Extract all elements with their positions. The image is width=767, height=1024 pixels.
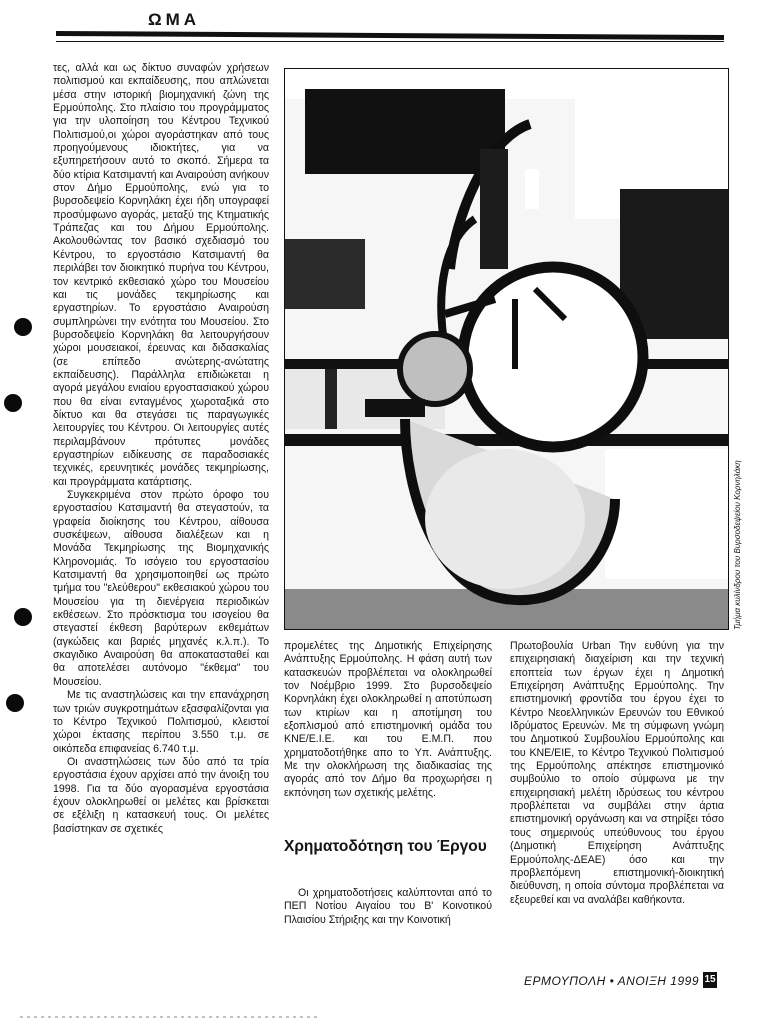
photo-caption-text: Τμήμα κυλίνδρου του Βυρσοδεψείου Κορνηλάκη (733, 460, 742, 630)
paragraph: προμελέτες της Δημοτικής Επιχείρησης Ανάπτυξης Ερμούπολης. Η φάση αυτή των κατασκευών προβλέπεται να ολοκληρωθεί τον Νοέμβριο 1999. Στο βυρσοδεψείο Κορνηλάκη έχει ολοκληρωθεί η αποτύπωση των κτιρίων και η αποτίμηση του εξοπλισμού από επιστημονική ομάδα του ΚΝΕ/Ε.Ι.Ε. και του Ε.Μ.Π. που χρηματοδοτήθηκε απο το Υπ. Ανάπτυξης. Με την ολοκλήρωση της διαδικασίας της αγοράς από τον Δήμο θα προχωρήσει η εκπόνηση των σχετικής μελέτης. (284, 640, 492, 799)
paragraph: Οι αναστηλώσεις των δύο από τα τρία εργοστάσια έχουν αρχίσει από την άνοιξη του 1998. Για τα δύο αγορασμένα εργοστάσια έχουν ολοκληρωθεί οι μελέτες και βρίσκεται σε εξέλιξη η κατασκευή τους. Οι μελέτες βασίστηκαν σε σχετικές (53, 755, 269, 835)
photo-illustration (285, 69, 728, 629)
article-column-1 (53, 62, 269, 836)
paragraph: Πρωτοβουλία Urban Την ευθύνη για την επιχειρησιακή διαχείριση και την τεχνική εποπτεία των έργων έχει η Δημοτική Επιχείρηση Ανάπτυξης Ερμούπολης. Την επιστημονική φροντίδα του έργου έχει το Κέντρο Νεοελληνικών Ερευνών του Εθνικού Ιδρύματος Ερευνών. Με τη σύμφωνη γνώμη του Δημοτικού Συμβουλίου Ερμούπολης και του ΚΝΕ/ΕΙΕ, το Κέντρο Τεχνικού Πολιτισμού της Ερμούπολης απέκτησε επιστημονικό συμβούλιο το οποίο σύμφωνα με την επιχειρησιακή μελέτη ιδρύσεως του κέντρου προβλέπεται να συμβάλει στην άρτια επιστημονική οργάνωση και να στηρίξει τόσο τους σημερινούς υπεύθυνους του έργου (Δημοτική Επιχείρηση Ανάπτυξης Ερμούπολης-ΔΕΑΕ) όσο και την προβλεπόμενη επιστημονική-διοικητική διεύθυνση, η οποία σύντομα προβλέπεται να εξευρεθεί και να αναλάβει καθήκοντα. (510, 640, 724, 906)
binder-hole (14, 318, 32, 336)
article-column-2 (284, 640, 492, 927)
paragraph: Οι χρηματοδοτήσεις καλύπτονται από το ΠΕΠ Νοτίου Αιγαίου του Β' Κοινοτικού Πλαισίου Στήριξης και την Κοινοτική (284, 887, 492, 926)
article-column-3 (510, 640, 724, 907)
header-rule-thin (56, 41, 724, 42)
paragraph: τες, αλλά και ως δίκτυο συναφών χρήσεων πολιτισμού και εκπαίδευσης, που απλώνεται μέσα στην ιστορική βιομηχανική ζώνη της Ερμούπολης. Στο πλαίσιο του προγράμματος για την υλοποίηση του Κέντρου Τεχνικού Πολιτισμού,οι χώροι αγοράστηκαν από τους προηγούμενους ιδιοκτήτες, για να εξυπηρετήσουν αυτό το σκοπό. Σήμερα τα δύο κτίρια Κατσιμαντή και Αναιρούση ανήκουν στον Δήμο Ερμούπολης, ενώ για το βυρσοδεψείο Κορνηλάκη έχει ήδη υπογραφεί προσύμφωνο αγοράς, μεταξύ της Κτηματικής Τράπεζας και του Δήμου Ερμούπολης. Ακολουθώντας τον βασικό σχεδιασμό του Κέντρου, το εργοστάσιο Κατσιμαντή θα περιλάβει τον διοικητικό πυρήνα του Κέντρου, τον κεντρικό εκθεσιακό χώρο του Μουσείου και τις μονάδες τεκμηρίωσης και εργαστηρίων. Το εργοστάσιο Αναιρούση συμπληρώνει την ενότητα του Μουσείου. Στο βυρσοδεψείο Κορνηλάκη θα λειτουργήσουν χώροι μουσειακοί, έρευνας και διδασκαλίας (σε επίπεδο ανώτερης-ανώτατης εκπαίδευσης). Παράλληλα επιδιώκεται η αγορά μεγάλου ενιαίου εργοστασιακού χώρου που θα είναι ενταγμένος χωροταξικά στο δίκτυο και θα στεγάσει τις παραγωγικές λειτουργίες του Κέντρου. Οι λειτουργίες αυτές περιλαμβάνουν πρότυπες μονάδες εργαστηρίων ειδίκευσης σε παραδοσιακές τεχνικές, ερευνητικές μονάδες τεκμηρίωσης, και προγράμματα κατάρτισης. (53, 62, 269, 488)
binder-hole (4, 394, 22, 412)
section-header: ΩΜΑ (148, 10, 201, 29)
section-heading: Χρηματοδότηση του Έργου (284, 838, 487, 856)
scan-artifact (20, 1016, 320, 1018)
header-rule-thick (56, 31, 724, 40)
photo-caption (733, 330, 745, 630)
binder-hole (6, 694, 24, 712)
cylinder-photo (284, 68, 729, 630)
page-number: 15 (703, 972, 717, 988)
binder-hole (14, 608, 32, 626)
footer-publication-title: ΕΡΜΟΥΠΟΛΗ • ΑΝΟΙΞΗ 1999 (524, 974, 699, 988)
paragraph: Με τις αναστηλώσεις και την επανάχρηση των τριών συγκροτημάτων εξασφαλίζονται για το Κέντρο Τεχνικού Πολιτισμού, κλειστοί χώροι έκτασης περίπου 3.550 τ.μ. σε οικόπεδα επιφανείας 6.740 τ.μ. (53, 689, 269, 755)
paragraph: Συγκεκριμένα στον πρώτο όροφο του εργοστασίου Κατσιμαντή θα στεγαστούν, τα γραφεία διοίκησης του Κέντρου, αίθουσα συσκέψεων, αίθουσα διαλέξεων και η Μονάδα Τεκμηρίωσης της Βιομηχανικής Κληρονομιάς. Το ισόγειο του εργοστασίου Κατσιμαντή θα χρησιμοποιηθεί ως πρώτο τμήμα του "ελεύθερου" εκθεσιακού χώρου του Μουσείου για τη διενέργεια περιοδικών εκθέσεων. Στο πρόσκτισμα του ισογείου θα στεγαστεί έκθεση βαρύτερων εκθεμάτων (αγκώδεις και βαριές μηχανές κ.λ.π.). Το σκαγιδικο Αναιρούση θα αποκατασταθεί και θα αποτελέσει αυτόνομο "έκθεμα" του Μουσείου. (53, 489, 269, 688)
